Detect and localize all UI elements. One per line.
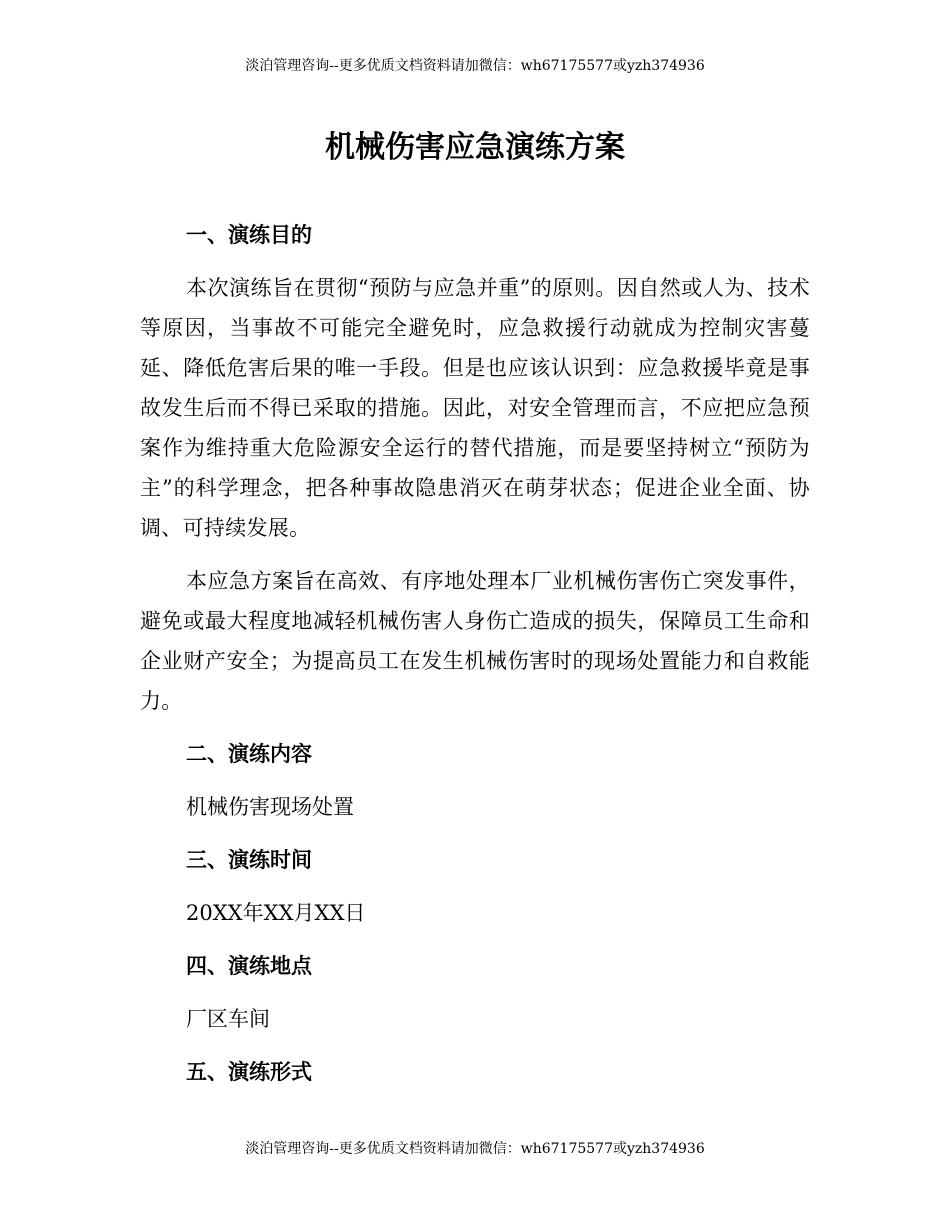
section-format xyxy=(140,1052,810,1092)
section-time xyxy=(140,840,810,933)
section-heading: 四、演练地点 xyxy=(186,953,312,978)
section-heading: 三、演练时间 xyxy=(186,847,312,872)
section-text: 机械伤害现场处置 xyxy=(186,795,354,819)
section-heading: 一、演练目的 xyxy=(186,222,312,247)
section-text: 20XX年XX月XX日 xyxy=(186,901,366,925)
section-text: 厂区车间 xyxy=(186,1007,270,1031)
page-footer: 淡泊管理咨询--更多优质文档资料请加微信：wh67175577或yzh374936 xyxy=(245,1141,705,1157)
page-header: 淡泊管理咨询--更多优质文档资料请加微信：wh67175577或yzh374936 xyxy=(245,58,705,74)
paragraph: 本次演练旨在贯彻“预防与应急并重”的原则。因自然或人为、技术等原因，当事故不可能完全避免时，应急救援行动就成为控制灾害蔓延、降低危害后果的唯一手段。但是也应该认识到：应急救援毕竟是事故发生后而不得已采取的措施。因此，对安全管理而言，不应把应急预案作为维持重大危险源安全运行的替代措施，而是要坚持树立“预防为主”的科学理念，把各种事故隐患消灭在萌芽状态；促进企业全面、协调、可持续发展。 xyxy=(140,276,810,540)
section-purpose xyxy=(140,215,810,721)
document-title: 机械伤害应急演练方案 xyxy=(325,130,625,165)
section-heading: 五、演练形式 xyxy=(186,1059,312,1084)
section-heading: 二、演练内容 xyxy=(186,741,312,766)
section-location xyxy=(140,946,810,1039)
paragraph: 本应急方案旨在高效、有序地处理本厂业机械伤害伤亡突发事件，避免或最大程度地减轻机械伤害人身伤亡造成的损失，保障员工生命和企业财产安全；为提高员工在发生机械伤害时的现场处置能力和自救能力。 xyxy=(140,569,810,713)
section-content xyxy=(140,734,810,827)
document-body xyxy=(140,215,810,1105)
